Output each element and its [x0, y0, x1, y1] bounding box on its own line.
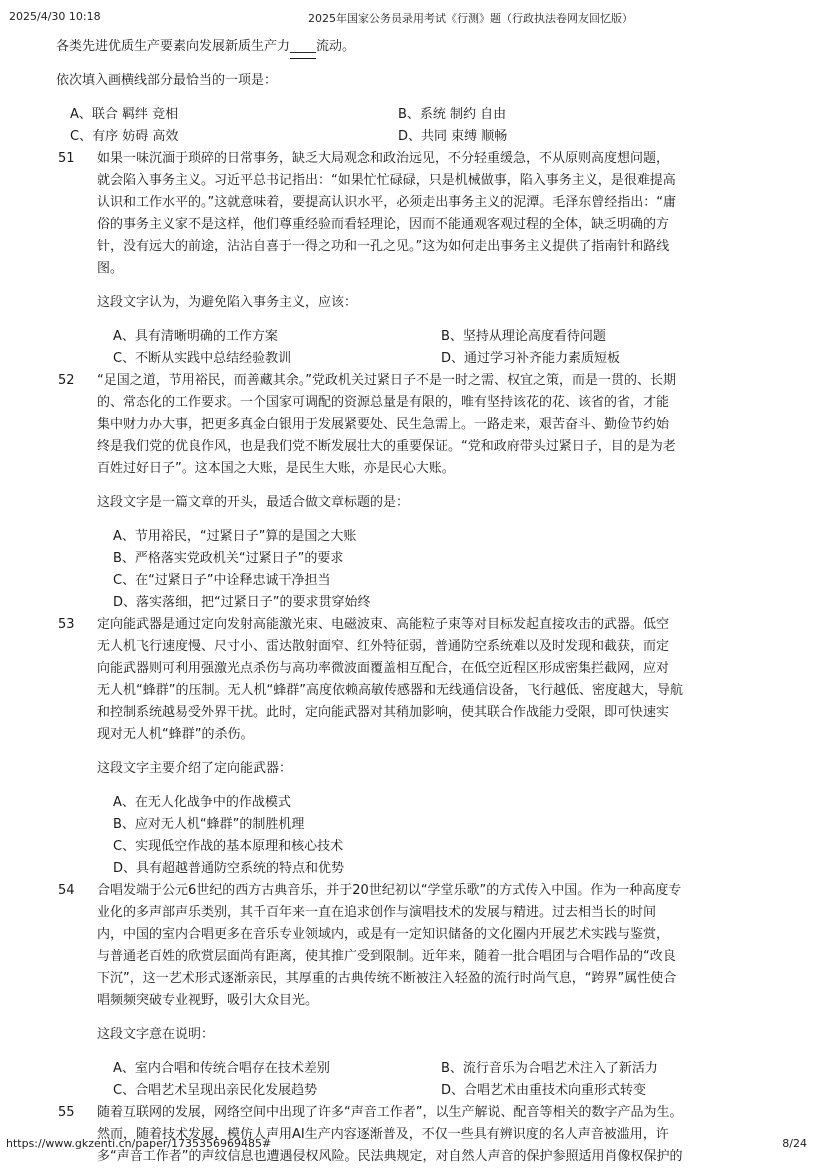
q52-text-line: 集中财力办大事，把更多真金白银用于发展紧要处、民生急需上。一路走来，艰苦奋斗、勤俭节约始	[97, 417, 670, 432]
q52-option-c[interactable]: C、在“过紧日子”中诠释忠诚干净担当	[113, 573, 331, 588]
q54-line	[0, 880, 827, 902]
q55-number: 55	[58, 1105, 75, 1120]
q55-line	[0, 1102, 827, 1124]
q54-text-line: 内，中国的室内合唱更多在音乐专业领域内，或是有一定知识储备的文化圈内开展艺术实践与鉴赏，	[97, 927, 670, 942]
q52-text-line: 终是我们党的优良作风，也是我们党不断发展壮大的重要保证。“党和政府带头过紧日子，目的是为老	[97, 439, 676, 454]
q52-line	[0, 392, 827, 414]
q55-text-line: 然而，随着技术发展，模仿人声用AI生产内容逐渐普及，不仅一些具有辨识度的名人声音被滥用，许	[97, 1127, 669, 1142]
q54-text-line: 下沉”，这一艺术形式逐渐亲民，其厚重的古典传统不断被注入轻盈的流行时尚气息，“跨界”属性使合	[97, 971, 677, 986]
q50-option-a[interactable]: A、联合 羁绊 竞相	[70, 107, 179, 122]
q50-options-row-2	[0, 126, 827, 148]
page-number: 8/24	[782, 1137, 807, 1150]
q54-line	[0, 902, 827, 924]
q50-prompt-row	[0, 70, 827, 92]
q53-text-line: 和控制系统越易受外界干扰。此时，定向能武器对其稍加影响，使其联合作战能力受限，即可快速实	[97, 705, 670, 720]
q50-option-c[interactable]: C、有序 妨碍 高效	[70, 129, 179, 144]
q50-option-d[interactable]: D、共同 束缚 顺畅	[398, 129, 508, 144]
page-url: https://www.gkzenti.cn/paper/1735356969485#	[6, 1137, 272, 1150]
q51-line	[0, 214, 827, 236]
q52-line	[0, 414, 827, 436]
q53-option-d[interactable]: D、具有超越普通防空系统的特点和优势	[113, 861, 345, 876]
q53-option-c[interactable]: C、实现低空作战的基本原理和核心技术	[113, 839, 344, 854]
q52-option-row	[0, 592, 827, 614]
q50-tail	[0, 36, 827, 58]
q54-text-line: 业化的多声部声乐类别，其千百年来一直在追求创作与演唱技术的发展与精进。过去相当长的时间	[97, 905, 657, 920]
q54-line	[0, 968, 827, 990]
q50-tail-after: 流动。	[316, 39, 356, 54]
q53-line	[0, 614, 827, 636]
q51-line	[0, 170, 827, 192]
q52-line	[0, 370, 827, 392]
q54-prompt-row	[0, 1024, 827, 1046]
q51-line	[0, 258, 827, 280]
q53-line	[0, 702, 827, 724]
q52-option-row	[0, 526, 827, 548]
q50-prompt: 依次填入画横线部分最恰当的一项是：	[56, 73, 278, 88]
q50-options-row-1	[0, 104, 827, 126]
q53-line	[0, 636, 827, 658]
q52-number: 52	[58, 373, 75, 388]
q52-line	[0, 436, 827, 458]
q50-blank: ____	[290, 36, 316, 59]
q52-text-line: 的、常态化的工作要求。一个国家可调配的资源总量是有限的，唯有坚持该花的花、该省的省，才能	[97, 395, 670, 410]
q51-number: 51	[58, 151, 75, 166]
q54-text-line: 与普通老百姓的欣赏层面尚有距离，使其推广受到限制。近年来，随着一批合唱团与合唱作品的“改良	[97, 949, 676, 964]
q54-text-line: 合唱发端于公元6世纪的西方古典音乐，并于20世纪初以“学堂乐歌”的方式传入中国。作为一种高度专	[97, 883, 682, 898]
q54-option-b[interactable]: B、流行音乐为合唱艺术注入了新活力	[441, 1061, 658, 1076]
q51-line	[0, 192, 827, 214]
q53-prompt: 这段文字主要介绍了定向能武器：	[97, 761, 293, 776]
q52-option-d[interactable]: D、落实落细，把“过紧日子”的要求贯穿始终	[113, 595, 371, 610]
q52-option-b[interactable]: B、严格落实党政机关“过紧日子”的要求	[113, 551, 344, 566]
q53-line	[0, 658, 827, 680]
q52-prompt-row	[0, 492, 827, 514]
q51-options-row-1	[0, 326, 827, 348]
print-datetime: 2025/4/30 10:18	[9, 10, 101, 23]
q53-text-line: 定向能武器是通过定向发射高能激光束、电磁波束、高能粒子束等对目标发起直接攻击的武器。低空	[97, 617, 670, 632]
q51-options-row-2	[0, 348, 827, 370]
q51-option-d[interactable]: D、通过学习补齐能力素质短板	[441, 351, 621, 366]
q53-prompt-row	[0, 758, 827, 780]
q54-line	[0, 990, 827, 1012]
q53-option-a[interactable]: A、在无人化战争中的作战模式	[113, 795, 291, 810]
q54-line	[0, 924, 827, 946]
q52-line	[0, 458, 827, 480]
q50-option-b[interactable]: B、系统 制约 自由	[398, 107, 507, 122]
q55-text-line: 随着互联网的发展，网络空间中出现了许多“声音工作者”，以生产解说、配音等相关的数字产品为生。	[97, 1105, 683, 1120]
q54-option-c[interactable]: C、合唱艺术呈现出亲民化发展趋势	[113, 1083, 318, 1098]
q52-prompt: 这段文字是一篇文章的开头，最适合做文章标题的是：	[97, 495, 410, 510]
q54-option-a[interactable]: A、室内合唱和传统合唱存在技术差别	[113, 1061, 330, 1076]
q54-prompt: 这段文字意在说明：	[97, 1027, 215, 1042]
q53-option-b[interactable]: B、应对无人机“蜂群”的制胜机理	[113, 817, 305, 832]
q50-tail-before: 各类先进优质生产要素向发展新质生产力	[56, 39, 291, 54]
q51-text-line: 就会陷入事务主义。习近平总书记指出：“如果忙忙碌碌，只是机械做事，陷入事务主义，是很难提高	[97, 173, 676, 188]
q51-text-line: 认识和工作水平的。”这就意味着，要提高认识水平，必须走出事务主义的泥潭。毛泽东曾经指出：“庸	[97, 195, 676, 210]
q53-line	[0, 680, 827, 702]
q51-text-line: 如果一味沉湎于琐碎的日常事务，缺乏大局观念和政治远见，不分轻重缓急，不从原则高度想问题，	[97, 151, 670, 166]
q53-option-row	[0, 814, 827, 836]
q53-text-line: 现对无人机“蜂群”的杀伤。	[97, 727, 254, 742]
q54-option-d[interactable]: D、合唱艺术由重技术向重形式转变	[441, 1083, 647, 1098]
q53-line	[0, 724, 827, 746]
q52-option-a[interactable]: A、节用裕民，“过紧日子”算的是国之大账	[113, 529, 357, 544]
q53-text-line: 无人机“蜂群”的压制。无人机“蜂群”高度依赖高敏传感器和无线通信设备，飞行越低、密度越大，导航	[97, 683, 683, 698]
q51-option-a[interactable]: A、具有清晰明确的工作方案	[113, 329, 278, 344]
q51-text-line: 图。	[97, 261, 124, 276]
q53-text-line: 无人机飞行速度慢、尺寸小、雷达散射面窄、红外特征弱，普通防空系统难以及时发现和截获，而定	[97, 639, 670, 654]
q53-option-row	[0, 836, 827, 858]
q51-line	[0, 236, 827, 258]
q53-number: 53	[58, 617, 75, 632]
q51-prompt-row	[0, 292, 827, 314]
q54-text-line: 唱频频突破专业视野，吸引大众目光。	[97, 993, 319, 1008]
q52-text-line: “足国之道，节用裕民，而善藏其余。”党政机关过紧日子不是一时之需、权宜之策，而是一贯的、长期	[97, 373, 676, 388]
q55-text-line: 多“声音工作者”的声纹信息也遭遇侵权风险。民法典规定，对自然人声音的保护参照适用肖像权保护的	[97, 1149, 683, 1164]
q53-option-row	[0, 858, 827, 880]
q54-options-row-2	[0, 1080, 827, 1102]
q54-number: 54	[58, 883, 75, 898]
document-title: 2025年国家公务员录用考试《行测》题（行政执法卷网友回忆版）	[308, 12, 633, 25]
q52-option-row	[0, 570, 827, 592]
q52-option-row	[0, 548, 827, 570]
q51-text-line: 针，没有远大的前途，沾沾自喜于一得之功和一孔之见。”这为如何走出事务主义提供了指南针和路线	[97, 239, 670, 254]
q53-option-row	[0, 792, 827, 814]
q52-text-line: 百姓过好日子”。这本国之大账，是民生大账，亦是民心大账。	[97, 461, 455, 476]
question-content	[0, 36, 827, 1168]
q54-line	[0, 946, 827, 968]
q51-option-b[interactable]: B、坚持从理论高度看待问题	[441, 329, 606, 344]
q51-text-line: 俗的事务主义家不是这样，他们尊重经验而看轻理论，因而不能通观客观过程的全体，缺乏明确的方	[97, 217, 670, 232]
q53-text-line: 向能武器则可利用强激光点杀伤与高功率微波面覆盖相互配合，在低空近程区形成密集拦截网，应对	[97, 661, 670, 676]
q51-line	[0, 148, 827, 170]
q51-option-c[interactable]: C、不断从实践中总结经验教训	[113, 351, 292, 366]
q54-options-row-1	[0, 1058, 827, 1080]
q51-prompt: 这段文字认为，为避免陷入事务主义，应该：	[97, 295, 358, 310]
